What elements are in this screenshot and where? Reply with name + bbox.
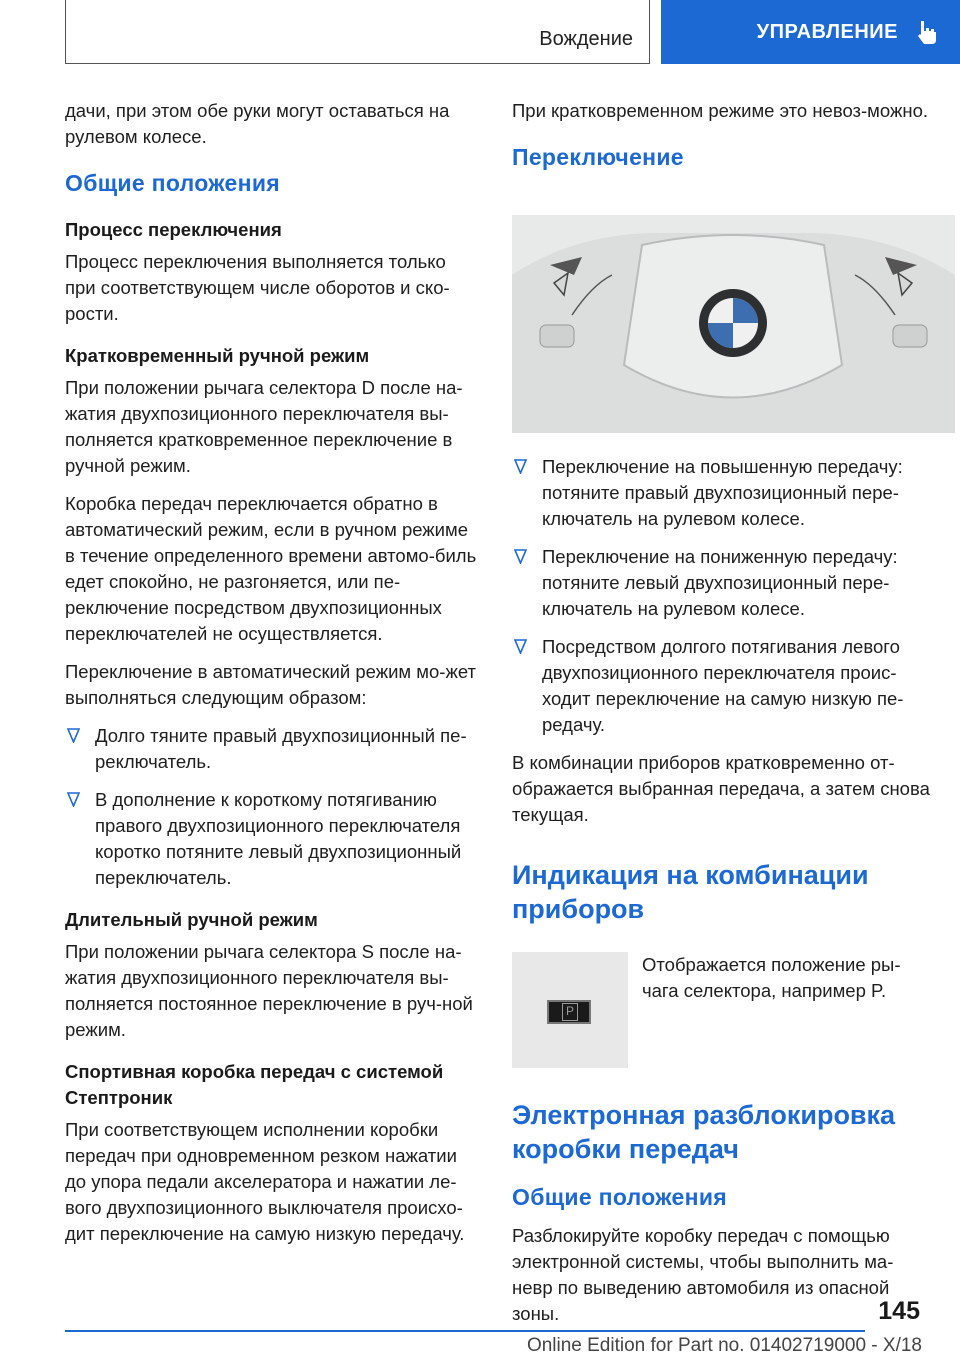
right-intro: При кратковременном режиме это невоз-можно. [512,100,929,121]
triangle-bullet-icon [67,792,80,807]
heading-general-2: Общие положения [512,1184,727,1210]
page-number: 145 [878,1297,920,1325]
section-title: Вождение [539,28,633,50]
triangle-bullet-icon [514,639,527,654]
heading-short-manual: Кратковременный ручной режим [65,345,370,366]
heading-switching: Переключение [512,144,684,170]
para-short-3: Переключение в автоматический режим мо-жет выполняться следующим образом: [65,661,476,708]
section-tab [65,0,650,64]
heading-electronic-unlock: Электронная разблокировка коробки передач [512,1100,896,1164]
para-process: Процесс переключения выполняется только при соответствующем числе оборотов и ско-рости. [65,251,450,324]
left-intro: дачи, при этом обе руки могут оставаться на рулевом колесе. [65,100,450,147]
heading-long-manual: Длительный ручной режим [65,909,318,930]
display-row [512,952,932,1068]
list-item: Переключение на повышенную передачу: потяните правый двухпозиционный пере-ключатель на рулевом колесе. [512,454,932,532]
chapter-tab [661,0,960,64]
right-bullet-list [512,454,932,738]
para-unlock: Разблокируйте коробку передач с помощью электронной системы, чтобы выполнить ма-невр по выведению автомобиля из опасной зоны. [512,1225,894,1324]
para-display: Отображается положение ры-чага селектора, например P. [642,954,901,1001]
left-column [65,98,480,1259]
list-item: В дополнение к короткому потягиванию правого двухпозиционного переключателя коротко потяните левый двухпозиционный переключатель. [65,787,480,891]
heading-instrument-display: Индикация на комбинации приборов [512,860,869,924]
chapter-title: УПРАВЛЕНИЕ [756,20,898,43]
triangle-bullet-icon [514,549,527,564]
left-bullet-list [65,723,480,891]
list-item: Переключение на пониженную передачу: потяните левый двухпозиционный пере-ключатель на рулевом колесе. [512,544,932,622]
para-short-1: При положении рычага селектора D после на-жатия двухпозиционного переключателя вы-полняется кратковременное переключение в ручной режим. [65,377,463,476]
selector-display-image [512,952,628,1068]
para-sport: При соответствующем исполнении коробки передач при одновременном резком нажатии до упора педали акселератора и нажатии ле-вого двухпозиционного выключателя происхо-дит переключение на самую низкую передачу. [65,1119,465,1244]
list-item: Посредством долгого потягивания левого двухпозиционного переключателя проис-ходит переключение на самую низкую пе-редачу. [512,634,932,738]
list-item: Долго тяните правый двухпозиционный пе-реключатель. [65,723,480,775]
para-long: При положении рычага селектора S после на-жатия двухпозиционного переключателя вы-полняется постоянное переключение в руч-ной режим. [65,941,473,1040]
triangle-bullet-icon [67,728,80,743]
gear-p-icon: P [547,1000,591,1024]
heading-process: Процесс переключения [65,219,282,240]
right-column [512,98,932,1339]
heading-general: Общие положения [65,170,280,196]
para-combo: В комбинации приборов кратковременно от-ображается выбранная передача, а затем снова текущая. [512,752,930,825]
triangle-bullet-icon [514,459,527,474]
steering-wheel-image [512,215,955,433]
hand-pointer-icon [912,18,940,46]
para-short-2: Коробка передач переключается обратно в автоматический режим, если в ручном режиме в течение определенного времени автомо-биль едет спокойно, не разгоняется, или пе-реключение посредством двухпозиционных переключателей не осуществляется. [65,493,477,644]
footer-edition: Online Edition for Part no. 01402719000 - X/18 [526,1335,922,1356]
footer-divider [65,1330,865,1332]
heading-sport-steptronic: Спортивная коробка передач с системой Стептроник [65,1061,444,1108]
